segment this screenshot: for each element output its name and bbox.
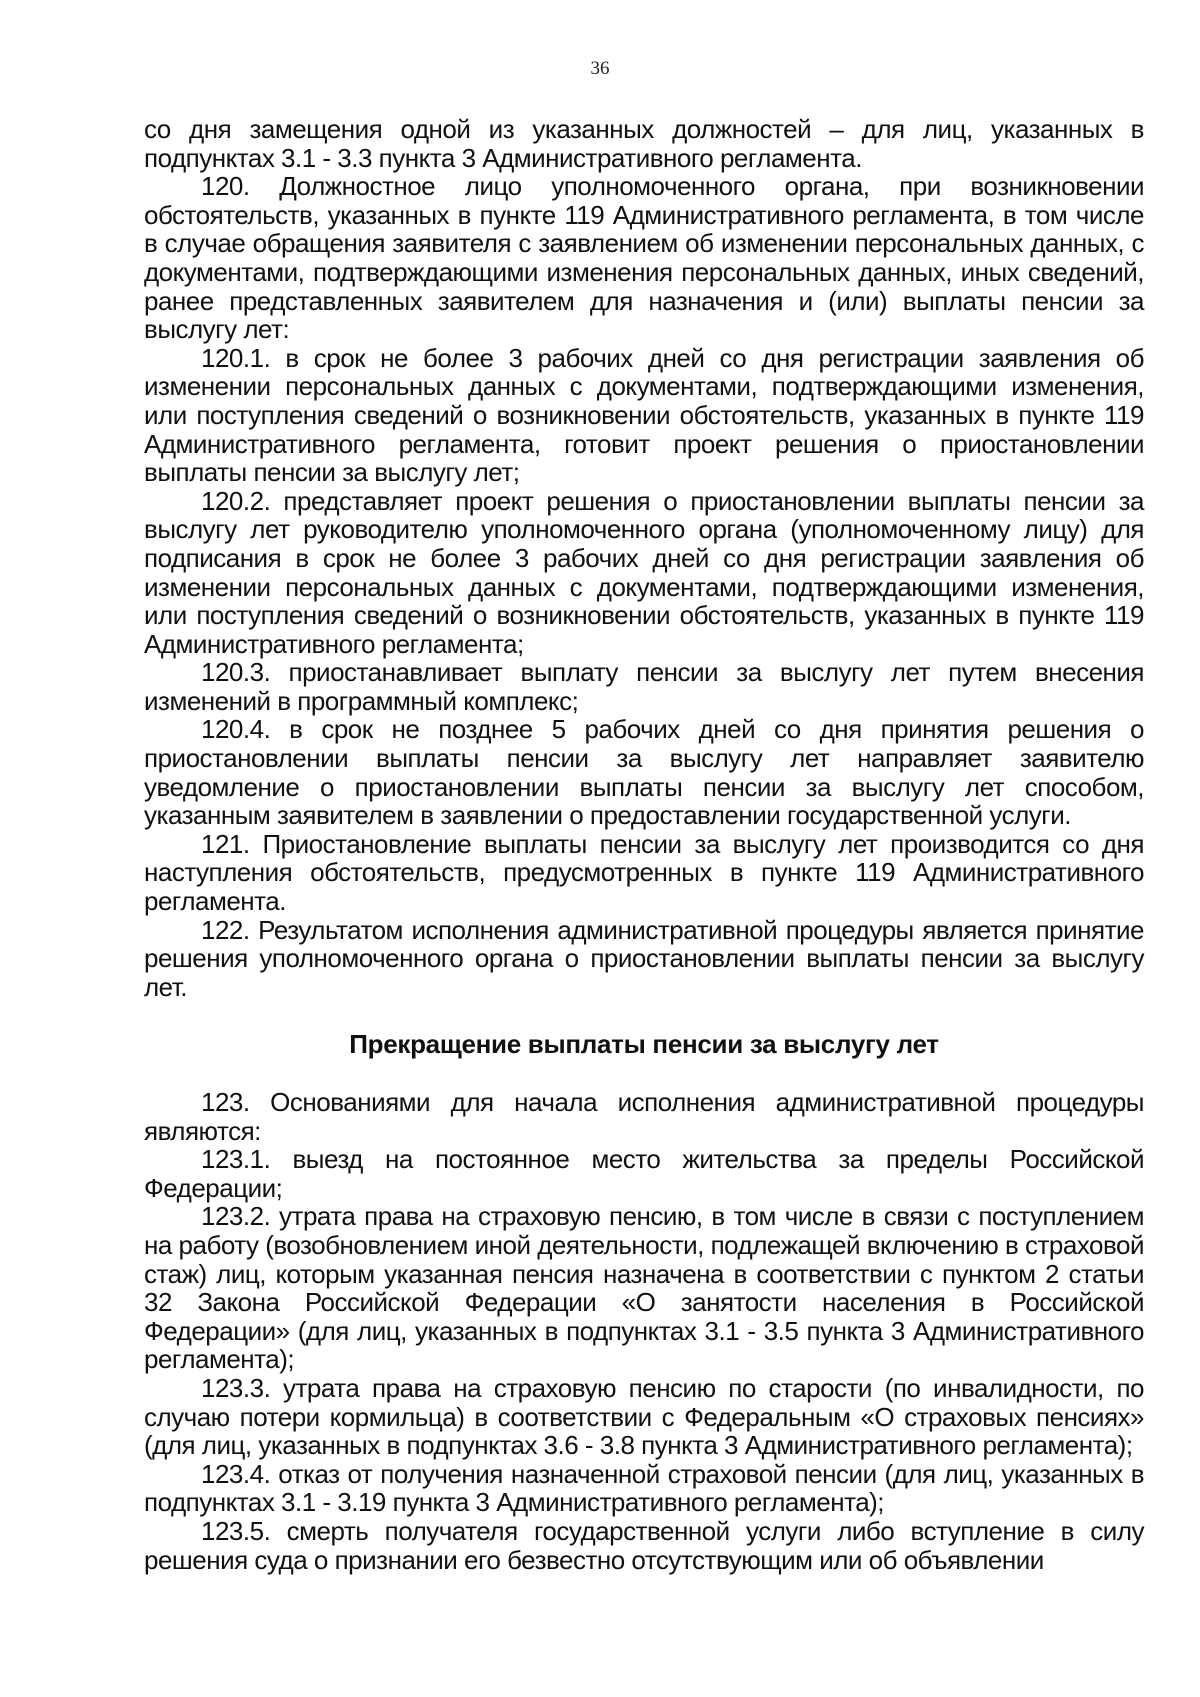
- paragraph-122: 122. Результатом исполнения административной процедуры является принятие решения уполномоченного органа о приостановлении выплаты пенсии за выслугу лет.: [144, 914, 1144, 1002]
- paragraph-123-4: 123.4. отказ от получения назначенной страховой пенсии (для лиц, указанных в подпунктах 3.1 - 3.19 пункта 3 Административного регламента);: [144, 1458, 1144, 1518]
- paragraph-123-3: 123.3. утрата права на страховую пенсию по старости (по инвалидности, по случаю потери кормильца) в соответствии с Федеральным «О страховых пенсиях» (для лиц, указанных в подпунктах 3.6 - 3.8 пункта 3 Административного регламента);: [144, 1372, 1144, 1461]
- section-heading: Прекращение выплаты пенсии за выслугу лет: [349, 1029, 939, 1060]
- paragraph-120-1: 120.1. в срок не более 3 рабочих дней со дня регистрации заявления об изменении персональных данных с документами, подтверждающими изменения, или поступления сведений о возникновении обстоятельств, указанных в пункте 119 Административного регламента, готовит проект решения о приостановлении выплаты пенсии за выслугу лет;: [144, 342, 1144, 488]
- paragraph-123-5: 123.5. смерть получателя государственной услуги либо вступление в силу решения суда о признании его безвестно отсутствующим или об объявлении: [144, 1515, 1144, 1575]
- paragraph-123-1: 123.1. выезд на постоянное место жительства за пределы Российской Федерации;: [144, 1144, 1144, 1203]
- paragraph-120-2: 120.2. представляет проект решения о приостановлении выплаты пенсии за выслугу лет руководителю уполномоченного органа (уполномоченному лицу) для подписания в срок не более 3 рабочих дней со дня регистрации заявления об изменении персональных данных с документами, подтверждающими изменения, или поступления сведений о возникновении обстоятельств, указанных в пункте 119 Административного регламента;: [144, 485, 1144, 659]
- paragraph-120-3: 120.3. приостанавливает выплату пенсии за выслугу лет путем внесения изменений в программный комплекс;: [144, 657, 1144, 716]
- document-body: [144, 115, 1144, 1574]
- paragraph-120-4: 120.4. в срок не позднее 5 рабочих дней со дня принятия решения о приостановлении выплаты пенсии за выслугу лет направляет заявителю уведомление о приостановлении выплаты пенсии за выслугу лет способом, указанным заявителем в заявлении о предоставлении государственной услуги.: [144, 714, 1144, 831]
- paragraph-123-2: 123.2. утрата права на страховую пенсию, в том числе в связи с поступлением на работу (возобновлением иной деятельности, подлежащей включению в страховой стаж) лиц, которым указанная пенсия назначена в соответствии с пунктом 2 статьи 32 Закона Российской Федерации «О занятости населения в Российской Федерации» (для лиц, указанных в подпунктах 3.1 - 3.5 пункта 3 Административного регламента);: [144, 1201, 1144, 1375]
- paragraph-123: 123. Основаниями для начала исполнения административной процедуры являются:: [144, 1087, 1144, 1146]
- paragraph-120: 120. Должностное лицо уполномоченного органа, при возникновении обстоятельств, указанных в пункте 119 Административного регламента, в том числе в случае обращения заявителя с заявлением об изменении персональных данных, с документами, подтверждающими изменения персональных данных, иных сведений, ранее представленных заявителем для назначения и (или) выплаты пенсии за выслугу лет:: [144, 171, 1144, 345]
- paragraph-continuation: со дня замещения одной из указанных должностей – для лиц, указанных в подпунктах 3.1 - 3.3 пункта 3 Административного регламента.: [144, 114, 1144, 173]
- page-number: 36: [590, 58, 610, 79]
- paragraph-121: 121. Приостановление выплаты пенсии за выслугу лет производится со дня наступления обстоятельств, предусмотренных в пункте 119 Административного регламента.: [144, 828, 1144, 917]
